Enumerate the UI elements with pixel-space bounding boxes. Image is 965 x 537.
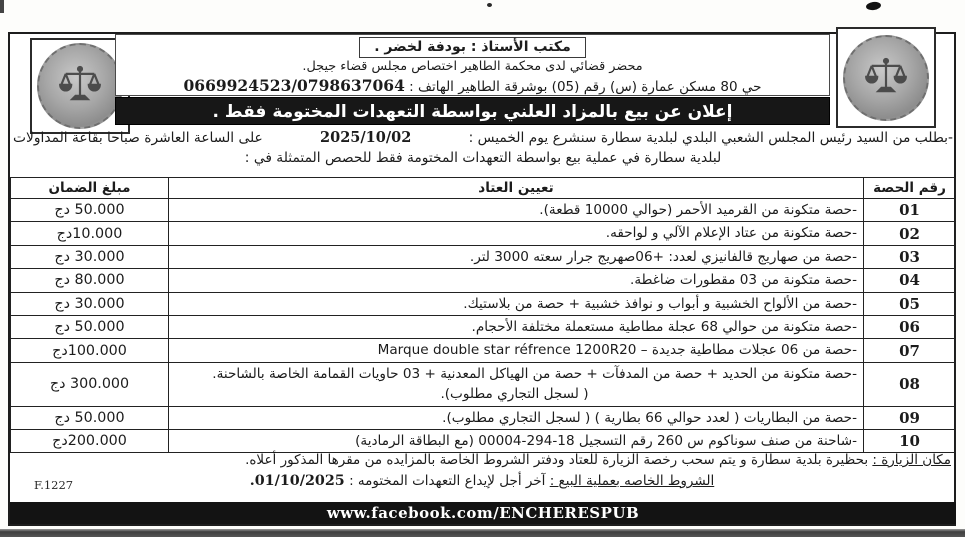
- intro-line-1-pre: -بطلب من السيد رئيس المجلس الشعبي البلدي لبلدية سطارة سنشرع يوم الخميس :: [468, 130, 953, 146]
- visit-text: بحظيرة بلدية سطارة و يتم سحب رخصة الزيارة للعتاد ودفتر الشروط الخاصة بالمزايده من مقرها المذكور أعلاه.: [245, 452, 869, 468]
- designation-cell: -حصة متكونة من حوالي 68 عجلة مطاطية مستعملة مختلفة الأحجام.: [169, 315, 864, 338]
- designation-cell: -حصة متكونة من عتاد الإعلام الآلي و لواحقه.: [169, 222, 864, 245]
- table-row: [11, 292, 956, 315]
- column-header-lot-number: رقم الحصة: [864, 178, 956, 199]
- office-header-box: [115, 34, 830, 96]
- table-row: [11, 199, 956, 222]
- deposit-cell: 50.000 دج: [11, 406, 169, 429]
- lot-number-cell: 04: [864, 269, 956, 292]
- lot-number-cell: 07: [864, 339, 956, 362]
- facebook-url: www.facebook.com/ENCHERESPUB: [326, 504, 640, 522]
- lot-number-cell: 08: [864, 362, 956, 406]
- office-name: مكتب الأستاذ : بودفة لخضر .: [359, 37, 586, 58]
- table-row: [11, 362, 956, 406]
- lot-number-cell: 06: [864, 315, 956, 338]
- scan-artifact-left-edge: [0, 0, 4, 13]
- designation-cell: -حصة متكونة من القرميد الأحمر (حوالي 10000 قطعة).: [169, 199, 864, 222]
- auction-date: 2025/10/02: [320, 129, 412, 146]
- address-phone-line: [116, 75, 829, 98]
- visit-label: مكان الزيارة :: [872, 452, 951, 468]
- lot-number-cell: 02: [864, 222, 956, 245]
- designation-cell: -حصة من صهاريج قالفانيزي لعدد: +06صهريج جرار سعته 3000 لتر.: [169, 245, 864, 268]
- table-header-row: [11, 178, 956, 199]
- designation-cell: -حصة متكونة من 03 مقطورات ضاغطة.: [169, 269, 864, 292]
- notary-seal-right: [836, 27, 936, 128]
- phone-number: 0669924523/0798637064: [183, 76, 405, 95]
- scan-artifact-bottom-strip: [0, 529, 965, 537]
- deposit-cell: 300.000 دج: [11, 362, 169, 406]
- form-reference: F.1227: [34, 478, 74, 492]
- scan-artifact-blob: [866, 1, 882, 11]
- deposit-cell: 10.000دج: [11, 222, 169, 245]
- designation-cell: -حصة من البطاريات ( لعدد حوالي 66 بطارية ) ( لسجل التجاري مطلوب).: [169, 406, 864, 429]
- scales-of-justice-icon: [843, 35, 929, 121]
- office-address: حي 80 مسكن عمارة (س) رقم (05) بوشرقة الطاهير الهاتف :: [409, 79, 762, 95]
- column-header-designation: تعيين العتاد: [169, 178, 864, 199]
- column-header-deposit: مبلغ الضمان: [11, 178, 169, 199]
- designation-line-2: ( لسجل التجاري مطلوب).: [440, 386, 589, 403]
- deposit-cell: 80.000 دج: [11, 269, 169, 292]
- lot-number-cell: 10: [864, 429, 956, 452]
- table-row: [11, 315, 956, 338]
- table-row: [11, 245, 956, 268]
- table-row: [11, 429, 956, 452]
- intro-paragraph: [13, 129, 953, 166]
- designation-cell: -حصة من 06 عجلات مطاطية جديدة – Marque double star réfrence 1200R20: [169, 339, 864, 362]
- deposit-cell: 50.000 دج: [11, 199, 169, 222]
- intro-line-1-post: على الساعة العاشرة صباحا بقاعة المداولات: [13, 130, 263, 146]
- deposit-cell: 30.000 دج: [11, 245, 169, 268]
- lots-table: [10, 177, 956, 453]
- designation-line-1: -حصة متكونة من الحديد + حصة من المدفآت + حصة من الهياكل المعدنية + 03 حاويات القمامة الخاصة بالشاحنة.: [212, 365, 857, 382]
- deposit-cell: 50.000 دج: [11, 315, 169, 338]
- conditions-label: الشروط الخاصه بعملية البيع :: [549, 473, 715, 489]
- deadline-date: 01/10/2025.: [249, 473, 345, 489]
- table-row: [11, 222, 956, 245]
- auction-title-banner: [115, 97, 830, 125]
- scales-of-justice-icon: [37, 43, 123, 129]
- intro-line-1: [13, 129, 953, 146]
- designation-cell: -حصة من الألواح الخشبية و أبواب و نوافذ خشبية + حصة من بلاستيك.: [169, 292, 864, 315]
- table-row: [11, 339, 956, 362]
- table-row: [11, 269, 956, 292]
- designation-cell: -شاحنة من صنف سوناكوم س 260 رقم التسجيل 18-294-00004 (مع البطاقة الرمادية): [169, 429, 864, 452]
- deposit-cell: 30.000 دج: [11, 292, 169, 315]
- auction-title: إعلان عن بيع بالمزاد العلني بواسطة التعهدات المختومة فقط .: [212, 102, 733, 122]
- facebook-banner: [10, 502, 956, 524]
- designation-cell: [169, 362, 864, 406]
- lot-number-cell: 01: [864, 199, 956, 222]
- deposit-cell: 100.000دج: [11, 339, 169, 362]
- table-row: [11, 406, 956, 429]
- conditions-text: آخر أجل لإيداع التعهدات المختومه :: [349, 473, 546, 489]
- intro-line-2: لبلدية سطارة في عملية بيع بواسطة التعهدات المختومة فقط للحصص المتمثلة في :: [244, 150, 722, 166]
- scan-artifact-dot: [487, 3, 492, 7]
- court-jurisdiction-line: محضر قضائي لدى محكمة الطاهير اختصاص مجلس قضاء جيجل.: [302, 59, 643, 74]
- deposit-cell: 200.000دج: [11, 429, 169, 452]
- visit-info-line: [13, 452, 951, 468]
- lot-number-cell: 09: [864, 406, 956, 429]
- lot-number-cell: 03: [864, 245, 956, 268]
- lot-number-cell: 05: [864, 292, 956, 315]
- sale-conditions-line: [13, 473, 951, 489]
